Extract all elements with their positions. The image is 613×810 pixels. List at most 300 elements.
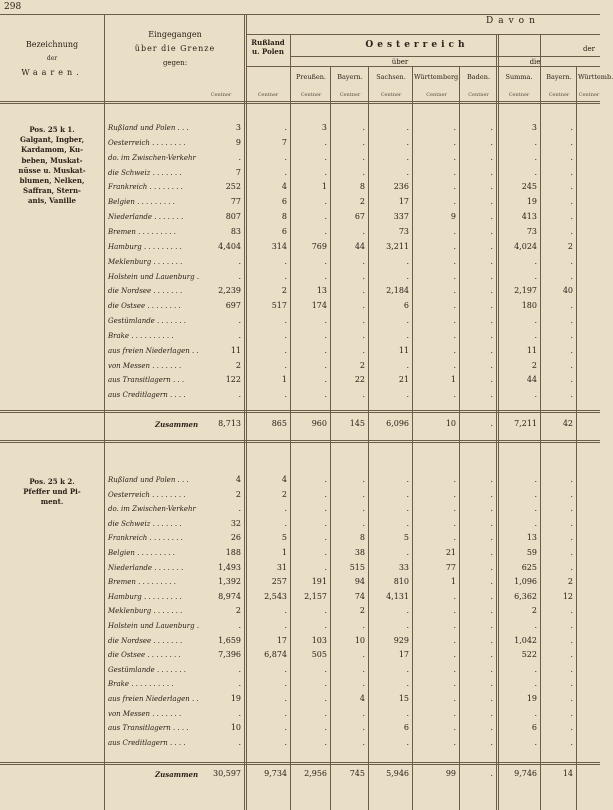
row-value: . [453, 679, 456, 689]
row-value: . [362, 123, 365, 132]
row-value: . [284, 360, 287, 370]
bezeichnung-line2: der [46, 55, 58, 62]
row-value: 2 [359, 197, 365, 207]
row-value: 180 [521, 301, 537, 311]
row-value: . [490, 271, 493, 281]
row-value: . [453, 123, 456, 132]
row-value: . [238, 737, 241, 747]
row-value: . [238, 316, 241, 326]
total-value: 30,597 [213, 769, 241, 778]
row-value: . [490, 489, 493, 499]
total-row [0, 418, 600, 434]
row-value: . [362, 489, 365, 499]
row-value: . [284, 330, 287, 340]
row-value: . [406, 504, 409, 514]
row-value: 1,042 [514, 635, 537, 645]
row-value: . [490, 475, 493, 484]
row-label: Frankreich . . . . . . . . [108, 183, 183, 192]
row-value: . [324, 137, 327, 147]
row-value: 2,239 [218, 286, 241, 296]
row-value: . [570, 708, 573, 718]
row-value: . [570, 664, 573, 674]
row-label: Brake . . . . . . . . . . [108, 331, 174, 340]
row-value: . [453, 489, 456, 499]
table-row [0, 503, 600, 519]
row-value: . [570, 256, 573, 266]
row-value: 245 [521, 182, 537, 192]
row-label: aus freien Niederlagen . . [108, 346, 199, 355]
row-value: . [453, 167, 456, 177]
column-header-8: Württemb. [578, 73, 613, 81]
row-value: . [453, 226, 456, 236]
col-eingegangen-header [104, 28, 246, 70]
row-value: . [406, 137, 409, 147]
table-row [0, 532, 600, 548]
table-row [0, 360, 600, 376]
header-bottom-rule [0, 101, 600, 104]
row-value: . [406, 256, 409, 266]
row-label: Bremen . . . . . . . . . [108, 578, 176, 587]
total-label: Zusammen [155, 770, 199, 779]
row-value: . [406, 606, 409, 616]
row-label: Holstein und Lauenburg . [108, 272, 200, 281]
s2-pos-2: ment. [40, 497, 64, 507]
row-value: 2 [567, 577, 573, 587]
row-label: do. im Zwischen-Verkehr [108, 153, 196, 162]
row-value: . [324, 679, 327, 689]
row-label: Gestümlande . . . . . . . [108, 317, 186, 326]
row-value: . [453, 197, 456, 207]
row-value: 6 [531, 723, 537, 733]
row-value: . [490, 533, 493, 543]
row-value: . [406, 271, 409, 281]
row-value: . [324, 152, 327, 162]
table-row [0, 489, 600, 505]
total-value: . [490, 769, 493, 778]
table-row [0, 722, 600, 738]
total-value: 745 [349, 769, 365, 778]
row-value: . [490, 518, 493, 528]
unit-label-8: Centner [578, 92, 600, 98]
row-value: . [570, 533, 573, 543]
row-value: . [284, 708, 287, 718]
row-value: . [453, 737, 456, 747]
row-value: . [490, 664, 493, 674]
row-value: . [362, 226, 365, 236]
row-value: . [324, 621, 327, 630]
row-value: 6 [403, 723, 409, 733]
row-value: . [453, 533, 456, 543]
row-value: 11 [230, 345, 241, 355]
row-value: . [534, 489, 537, 499]
total-value: 42 [562, 419, 573, 428]
row-value: . [324, 562, 327, 572]
row-value: . [534, 256, 537, 266]
row-value: . [362, 679, 365, 689]
s2-pos-0: Pos. 25 k 2. [29, 477, 75, 486]
row-value: 515 [349, 562, 365, 572]
row-value: 1,659 [218, 635, 241, 645]
row-value: . [570, 562, 573, 572]
s1-pos-5: blumen, Nelken, [19, 176, 85, 186]
row-value: . [534, 390, 537, 400]
col-bezeichnung-header [0, 38, 104, 80]
column-header-4: Württemberg. [414, 73, 461, 81]
row-value: . [324, 167, 327, 177]
header-top-rule [0, 14, 600, 15]
row-value: 2 [235, 606, 241, 616]
row-value: . [284, 256, 287, 266]
row-value: 1 [281, 548, 287, 557]
row-value: . [324, 708, 327, 718]
table-row [0, 389, 600, 405]
table-row [0, 211, 600, 227]
unit-label-1: Centner [300, 92, 322, 98]
row-label: die Nordsee . . . . . . . [108, 287, 183, 296]
row-label: Bremen . . . . . . . . . [108, 227, 176, 236]
davon-header: Davon [486, 16, 540, 26]
page-number: 298 [4, 2, 22, 12]
row-value: . [534, 316, 537, 326]
row-value: 2,157 [304, 591, 327, 601]
row-value: . [406, 360, 409, 370]
row-value: . [453, 591, 456, 601]
row-value: . [362, 137, 365, 147]
row-value: . [406, 737, 409, 747]
row-value: . [238, 679, 241, 689]
row-value: . [324, 256, 327, 266]
row-value: . [238, 664, 241, 674]
row-label: Niederlande . . . . . . . [108, 563, 184, 572]
row-value: . [362, 475, 365, 484]
row-value: . [534, 737, 537, 747]
row-label: Meklenburg . . . . . . . [108, 607, 183, 616]
total-value: 14 [562, 769, 573, 778]
total-row [0, 768, 600, 784]
row-value: 33 [398, 562, 409, 572]
row-value: 13 [316, 286, 327, 296]
row-value: 59 [526, 548, 537, 557]
row-value: 74 [354, 591, 365, 601]
row-value: . [570, 694, 573, 703]
bezeichnung-line1: Bezeichnung [25, 40, 79, 49]
row-value: 2 [359, 606, 365, 616]
row-value: . [324, 316, 327, 326]
row-value: . [284, 316, 287, 326]
row-value: . [570, 518, 573, 528]
table-row [0, 285, 600, 301]
row-value: . [238, 152, 241, 162]
row-value: . [490, 708, 493, 718]
row-value: 236 [393, 182, 409, 192]
row-value: . [490, 390, 493, 400]
row-value: 4 [281, 475, 287, 484]
row-value: . [284, 679, 287, 689]
column-header-2: Bayern. [337, 73, 363, 81]
row-value: . [238, 504, 241, 514]
row-value: 8 [359, 533, 365, 543]
row-value: 314 [271, 241, 287, 251]
row-value: . [490, 650, 493, 660]
oesterreich-header: Oesterreich [365, 40, 469, 50]
table-row [0, 664, 600, 680]
row-value: . [362, 152, 365, 162]
row-value: . [453, 504, 456, 514]
row-value: . [284, 737, 287, 747]
row-value: . [284, 271, 287, 281]
table-row [0, 708, 600, 724]
table-row [0, 576, 600, 592]
s1-pos-7: anis, Vanille [28, 196, 76, 206]
row-value: 697 [225, 301, 241, 311]
row-value: . [324, 533, 327, 543]
row-value: 17 [398, 650, 409, 660]
table-row [0, 271, 600, 287]
table-row [0, 256, 600, 272]
row-value: . [362, 345, 365, 355]
row-value: . [362, 167, 365, 177]
row-value: . [324, 271, 327, 281]
table-row [0, 547, 600, 563]
row-value: . [406, 390, 409, 400]
row-value: . [570, 137, 573, 147]
row-value: . [570, 301, 573, 311]
row-value: . [453, 330, 456, 340]
row-value: 4 [359, 694, 365, 703]
row-value: . [570, 123, 573, 132]
row-value: . [453, 606, 456, 616]
eingegangen-line2: über die Grenze [134, 44, 216, 53]
row-value: . [490, 212, 493, 222]
row-value: . [534, 518, 537, 528]
row-value: . [324, 197, 327, 207]
row-value: . [362, 723, 365, 733]
row-value: . [362, 330, 365, 340]
row-label: Gestümlande . . . . . . . [108, 665, 186, 674]
row-value: 4,024 [514, 241, 537, 251]
row-value: . [570, 723, 573, 733]
unit-label-6: Centner [508, 92, 530, 98]
table-row [0, 374, 600, 390]
row-value: . [534, 475, 537, 484]
russland-line1: Rußland [251, 38, 285, 47]
row-value: . [238, 330, 241, 340]
row-value: . [570, 390, 573, 400]
row-value: . [490, 123, 493, 132]
column-header-3: Sachsen. [376, 73, 406, 81]
row-value: . [284, 664, 287, 674]
row-value: 769 [311, 241, 327, 251]
row-value: . [284, 123, 287, 132]
eingegangen-line3: gegen: [162, 59, 188, 67]
row-value: . [570, 489, 573, 499]
table-row [0, 518, 600, 534]
row-value: 337 [393, 212, 409, 222]
row-value: . [362, 518, 365, 528]
row-value: . [453, 650, 456, 660]
row-label: Frankreich . . . . . . . . [108, 534, 183, 543]
row-value: 19 [526, 197, 537, 207]
row-label: die Schweiz . . . . . . . [108, 519, 182, 528]
row-label: Belgien . . . . . . . . . [108, 198, 175, 207]
row-label: aus Creditlagern . . . . [108, 391, 186, 400]
row-value: . [534, 621, 537, 630]
row-label: Belgien . . . . . . . . . [108, 549, 175, 557]
row-value: . [490, 679, 493, 689]
row-value: 2 [359, 360, 365, 370]
row-value: . [362, 301, 365, 311]
row-value: . [406, 518, 409, 528]
row-value: . [284, 621, 287, 630]
s1-pos-3: beben, Muskat- [21, 155, 83, 165]
row-value: . [324, 212, 327, 222]
row-value: 8 [359, 182, 365, 192]
row-value: . [362, 737, 365, 747]
row-value: . [570, 375, 573, 385]
table-row [0, 474, 600, 490]
row-value: . [570, 650, 573, 660]
row-value: . [534, 152, 537, 162]
table-row [0, 315, 600, 331]
row-value: . [324, 606, 327, 616]
row-value: . [362, 664, 365, 674]
row-value: . [284, 345, 287, 355]
row-value: 13 [526, 533, 537, 543]
total-label: Zusammen [155, 420, 199, 429]
total-value: 9,746 [514, 769, 537, 778]
row-value: . [406, 548, 409, 557]
row-value: . [284, 606, 287, 616]
row-value: . [284, 723, 287, 733]
table-row [0, 620, 600, 636]
row-value: . [490, 548, 493, 557]
row-value: . [534, 708, 537, 718]
row-value: . [570, 504, 573, 514]
row-value: . [406, 330, 409, 340]
row-value: . [406, 152, 409, 162]
row-value: . [490, 606, 493, 616]
row-label: Hamburg . . . . . . . . . [108, 242, 182, 251]
row-label: die Schweiz . . . . . . . [108, 168, 182, 177]
row-value: 3 [531, 123, 537, 132]
total-value: . [490, 419, 493, 428]
row-value: 31 [276, 562, 287, 572]
row-value: 6 [403, 301, 409, 311]
row-value: . [453, 708, 456, 718]
table-row [0, 678, 600, 694]
row-value: . [490, 316, 493, 326]
russland-line2: u. Polen [252, 47, 284, 56]
table-row [0, 693, 600, 709]
russland-polen-header [247, 38, 289, 56]
row-value: 2,184 [386, 286, 409, 296]
table-row [0, 167, 600, 183]
row-value: 5 [281, 533, 287, 543]
row-value: 19 [230, 694, 241, 703]
column-header-7: Bayern. [546, 73, 572, 81]
row-value: . [362, 286, 365, 296]
row-value: . [453, 694, 456, 703]
row-value: . [570, 330, 573, 340]
row-value: . [453, 152, 456, 162]
s1-pos-0: Pos. 25 k 1. [29, 125, 75, 134]
row-value: . [324, 737, 327, 747]
row-value: 77 [230, 197, 241, 207]
row-value: 252 [225, 182, 241, 192]
row-value: . [406, 621, 409, 630]
row-value: 2 [567, 241, 573, 251]
section1-total-rule [0, 410, 600, 413]
row-value: . [453, 518, 456, 528]
row-label: Rußland und Polen . . . [108, 124, 189, 132]
row-label: aus Creditlagern . . . . [108, 738, 186, 747]
row-value: 1 [321, 182, 327, 192]
table-row [0, 591, 600, 607]
row-value: . [490, 375, 493, 385]
row-value: 9 [235, 137, 241, 147]
row-value: 38 [354, 548, 365, 557]
total-value: 6,096 [386, 419, 409, 428]
total-value: 2,956 [304, 769, 327, 778]
column-header-5: Baden. [467, 73, 490, 81]
row-label: Niederlande . . . . . . . [108, 213, 184, 222]
der-header: der [583, 45, 595, 53]
table-row [0, 635, 600, 651]
unit-label-7: Centner [548, 92, 570, 98]
table-row [0, 137, 600, 153]
row-value: . [406, 167, 409, 177]
row-value: 8 [281, 212, 287, 222]
row-value: . [453, 241, 456, 251]
column-header-1: Preußen. [296, 73, 326, 81]
row-value: 505 [311, 650, 327, 660]
row-value: . [406, 708, 409, 718]
row-label: aus freien Niederlagen . . [108, 695, 199, 703]
row-value: . [362, 271, 365, 281]
row-value: . [238, 271, 241, 281]
table-row [0, 649, 600, 665]
row-value: . [570, 182, 573, 192]
row-value: 1,096 [514, 577, 537, 587]
row-value: . [362, 708, 365, 718]
row-value: . [324, 390, 327, 400]
row-value: . [570, 606, 573, 616]
row-value: . [238, 390, 241, 400]
row-value: 4,404 [218, 241, 241, 251]
row-value: . [324, 548, 327, 557]
s1-pos-2: Kardamom, Ku- [20, 145, 84, 155]
table-row [0, 152, 600, 168]
row-value: . [362, 316, 365, 326]
row-value: 2 [531, 606, 537, 616]
row-value: 1,493 [218, 562, 241, 572]
row-value: . [570, 737, 573, 747]
row-value: 73 [398, 226, 409, 236]
row-value: . [490, 360, 493, 370]
row-value: . [453, 271, 456, 281]
row-value: 3 [235, 123, 241, 132]
table-row [0, 562, 600, 578]
row-value: 21 [445, 548, 456, 557]
row-label: von Messen . . . . . . . [108, 361, 182, 370]
row-label: aus Transitlagern . . . . [108, 724, 189, 733]
unit-label-total: Centner [210, 92, 232, 98]
row-value: . [490, 737, 493, 747]
row-value: . [490, 197, 493, 207]
row-value: . [490, 562, 493, 572]
column-header-6: Summa. [505, 73, 533, 81]
row-label: Hamburg . . . . . . . . . [108, 592, 182, 601]
